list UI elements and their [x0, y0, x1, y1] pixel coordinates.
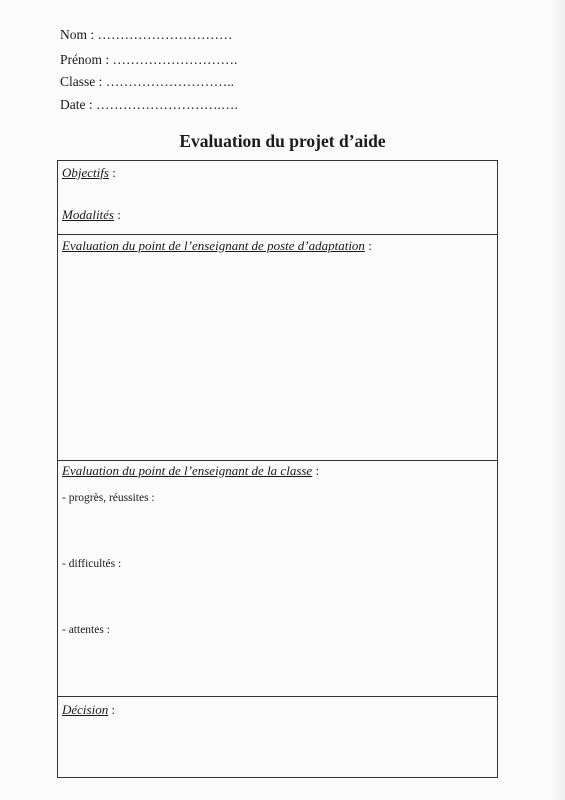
decision-label-colon: : — [108, 702, 116, 717]
enseignant-classe-label — [62, 463, 319, 479]
page-shadow — [551, 0, 565, 800]
decision-section — [58, 697, 497, 779]
enseignant-poste-label — [62, 238, 372, 254]
modalites-label — [62, 207, 121, 223]
enseignant-classe-label-colon: : — [312, 463, 320, 478]
classe-field: Classe : ……………………….. — [60, 74, 234, 89]
enseignant-classe-section — [58, 461, 497, 697]
enseignant-classe-label-text: Evaluation du point de l’enseignant de la classe — [62, 463, 313, 478]
objectifs-label-text: Objectifs — [62, 165, 109, 180]
objectifs-modalites-section — [58, 161, 497, 235]
evaluation-form — [57, 160, 498, 778]
nom-field: Nom : ………………………… — [60, 27, 233, 42]
date-field: Date : ……………………….…. — [60, 97, 238, 112]
prenom-field: Prénom : ………………………. — [60, 52, 238, 67]
enseignant-poste-label-text: Evaluation du point de l’enseignant de poste d’adaptation — [62, 238, 365, 253]
attentes-label: - attentes : — [62, 624, 110, 636]
objectifs-label-colon: : — [108, 165, 116, 180]
enseignant-poste-section — [58, 235, 497, 461]
enseignant-poste-label-colon: : — [364, 238, 372, 253]
decision-label-text: Décision — [62, 702, 109, 717]
difficultes-label: - difficultés : — [62, 558, 122, 570]
modalites-label-text: Modalités — [62, 207, 114, 222]
progres-label: - progrès, réussites : — [62, 492, 155, 504]
objectifs-label — [62, 165, 116, 181]
page-title: Evaluation du projet d’aide — [179, 131, 386, 151]
decision-label — [62, 702, 115, 718]
modalites-label-colon: : — [114, 207, 121, 222]
